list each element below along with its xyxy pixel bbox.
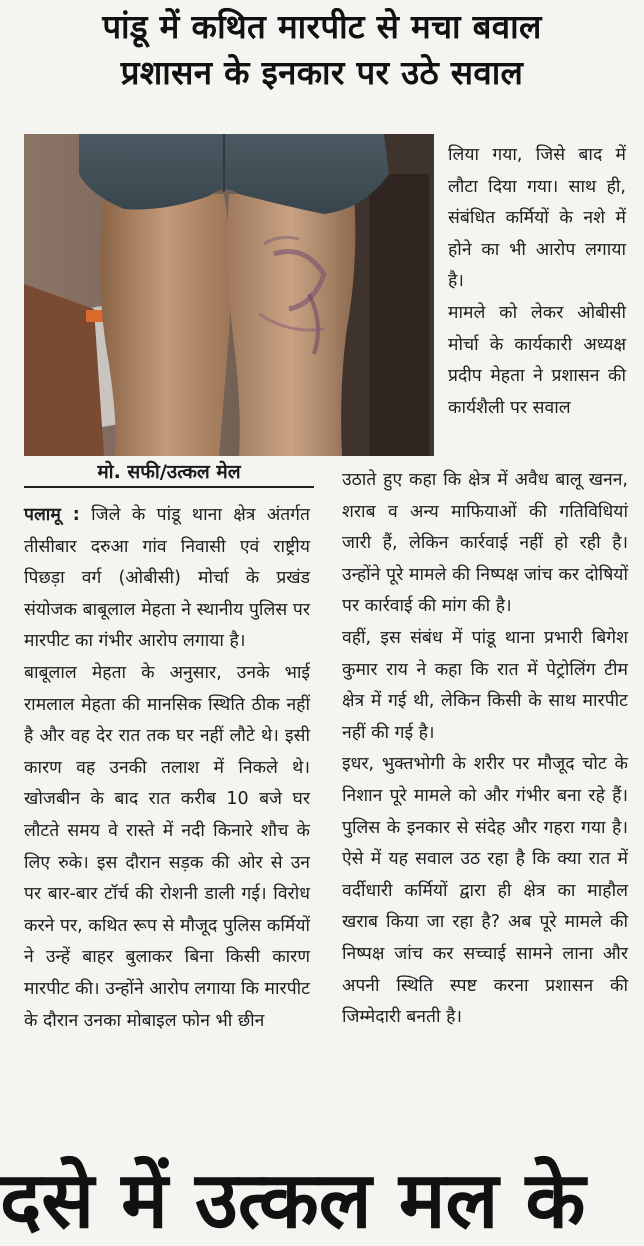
article-paragraph: वहीं, इस संबंध में पांडू थाना प्रभारी बिगेश कुमार राय ने कहा कि रात में पेट्रोलिंग टीम क्षेत्र में गई थी, लेकिन किसी के साथ मारपीट नहीं की गई है।: [342, 627, 628, 743]
article-column-right-top: [448, 140, 626, 424]
article-column-right-bottom: [342, 465, 628, 1034]
article-column-left: [24, 500, 310, 1037]
headline: [0, 4, 644, 96]
photo-credit: मो. सफी/उत्कल मेल: [24, 458, 314, 488]
next-headline-text: दसे में उत्कल मल के: [0, 1156, 586, 1246]
dateline: पलामू :: [24, 505, 80, 525]
bruised-leg-photo-image: [24, 134, 434, 456]
article-paragraph: मामले को लेकर ओबीसी मोर्चा के कार्यकारी अध्यक्ष प्रदीप मेहता ने प्रशासन की कार्यशैली पर सवाल: [448, 302, 626, 418]
article-paragraph: लिया गया, जिसे बाद में लौटा दिया गया। साथ ही, संबंधित कर्मियों के नशे में होने का भी आरोप लगाया है।: [448, 145, 626, 292]
article-paragraph: बाबूलाल मेहता के अनुसार, उनके भाई रामलाल मेहता की मानसिक स्थिति ठीक नहीं है और वह देर रात तक घर नहीं लौटे थे। इसी कारण वह उनकी तलाश में निकले थे। खोजबीन के बाद रात करीब 10 बजे घर लौटते समय वे रास्ते में नदी किनारे शौच के लिए रुके। इस दौरान सड़क की ओर से उन पर बार-बार टॉर्च की रोशनी डाली गई। विरोध करने पर, कथित रूप से मौजूद पुलिस कर्मियों ने उन्हें बाहर बुलाकर बिना किसी कारण मारपीट की। उन्होंने आरोप लगाया कि मारपीट के दौरान उनका मोबाइल फोन भी छीन: [24, 662, 310, 1031]
news-photo: [24, 134, 434, 456]
article-paragraph: इधर, भुक्तभोगी के शरीर पर मौजूद चोट के निशान पूरे मामले को और गंभीर बना रहे हैं। पुलिस के इनकार से संदेह और गहरा गया है। ऐसे में यह सवाल उठ रहा है कि क्या रात में वर्दीधारी कर्मियों द्वारा ही क्षेत्र का माहौल खराब किया जा रहा है? अब पूरे मामले की निष्पक्ष जांच कर सच्चाई सामने लाना और अपनी स्थिति स्पष्ट करना प्रशासन की जिम्मेदारी बनती है।: [342, 754, 628, 1028]
headline-line-2: प्रशासन के इनकार पर उठे सवाल: [120, 53, 524, 92]
next-headline-fragment: [0, 1152, 644, 1246]
article-paragraph: [24, 500, 310, 658]
headline-line-1: पांडू में कथित मारपीट से मचा बवाल: [102, 7, 542, 46]
article-paragraph: उठाते हुए कहा कि क्षेत्र में अवैध बालू खनन, शराब व अन्य माफियाओं की गतिविधियां जारी हैं, लेकिन कार्रवाई नहीं हो रही है। उन्होंने पूरे मामले की निष्पक्ष जांच कर दोषियों पर कार्रवाई की मांग की है।: [342, 470, 628, 617]
article-text: जिले के पांडू थाना क्षेत्र अंतर्गत तीसीबार दरुआ गांव निवासी एवं राष्ट्रीय पिछड़ा वर्ग (ओबीसी) मोर्चा के प्रखंड संयोजक बाबूलाल मेहता ने स्थानीय पुलिस पर मारपीट का गंभीर आरोप लगाया है।: [24, 505, 310, 652]
